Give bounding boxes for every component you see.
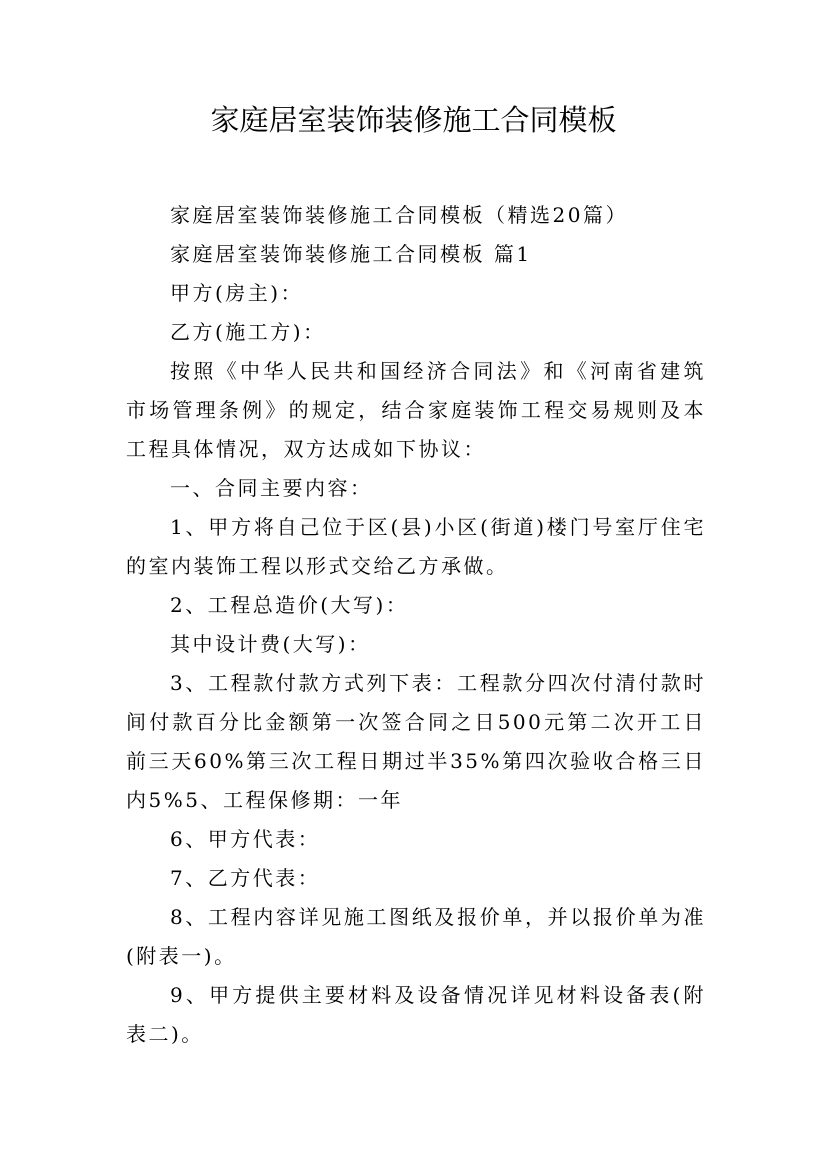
document-title: 家庭居室装饰装修施工合同模板 (210, 103, 617, 137)
paragraph-clause-8: 8、工程内容详见施工图纸及报价单，并以报价单为准(附表一)。 (126, 905, 706, 968)
paragraph-party-b: 乙方(施工方)： (170, 320, 326, 344)
paragraph-clause-heading: 一、合同主要内容： (170, 476, 373, 500)
paragraph-clause-3: 3、工程款付款方式列下表：工程款分四次付清付款时间付款百分比金额第一次签合同之日500元第二次开工日前三天60%第三次工程日期过半35%第四次验收合格三日内5%5、工程保修期：一年 (126, 671, 706, 812)
paragraph-section-heading: 家庭居室装饰装修施工合同模板 篇1 (170, 242, 532, 266)
paragraph-clause-9: 9、甲方提供主要材料及设备情况详见材料设备表(附表二)。 (126, 983, 706, 1046)
document-body (126, 196, 706, 1054)
paragraph-clause-2: 2、工程总造价(大写)： (170, 593, 409, 617)
paragraph-subtitle: 家庭居室装饰装修施工合同模板（精选20篇） (170, 203, 628, 227)
paragraph-clause-6: 6、甲方代表： (170, 827, 321, 851)
paragraph-party-a: 甲方(房主)： (170, 281, 304, 305)
paragraph-clause-1: 1、甲方将自己位于区(县)小区(街道)楼门号室厅住宅的室内装饰工程以形式交给乙方承做。 (126, 515, 706, 578)
paragraph-clause-7: 7、乙方代表： (170, 866, 321, 890)
paragraph-preamble: 按照《中华人民共和国经济合同法》和《河南省建筑市场管理条例》的规定，结合家庭装饰工程交易规则及本工程具体情况，双方达成如下协议： (126, 359, 706, 461)
paragraph-design-fee: 其中设计费(大写)： (170, 632, 371, 656)
